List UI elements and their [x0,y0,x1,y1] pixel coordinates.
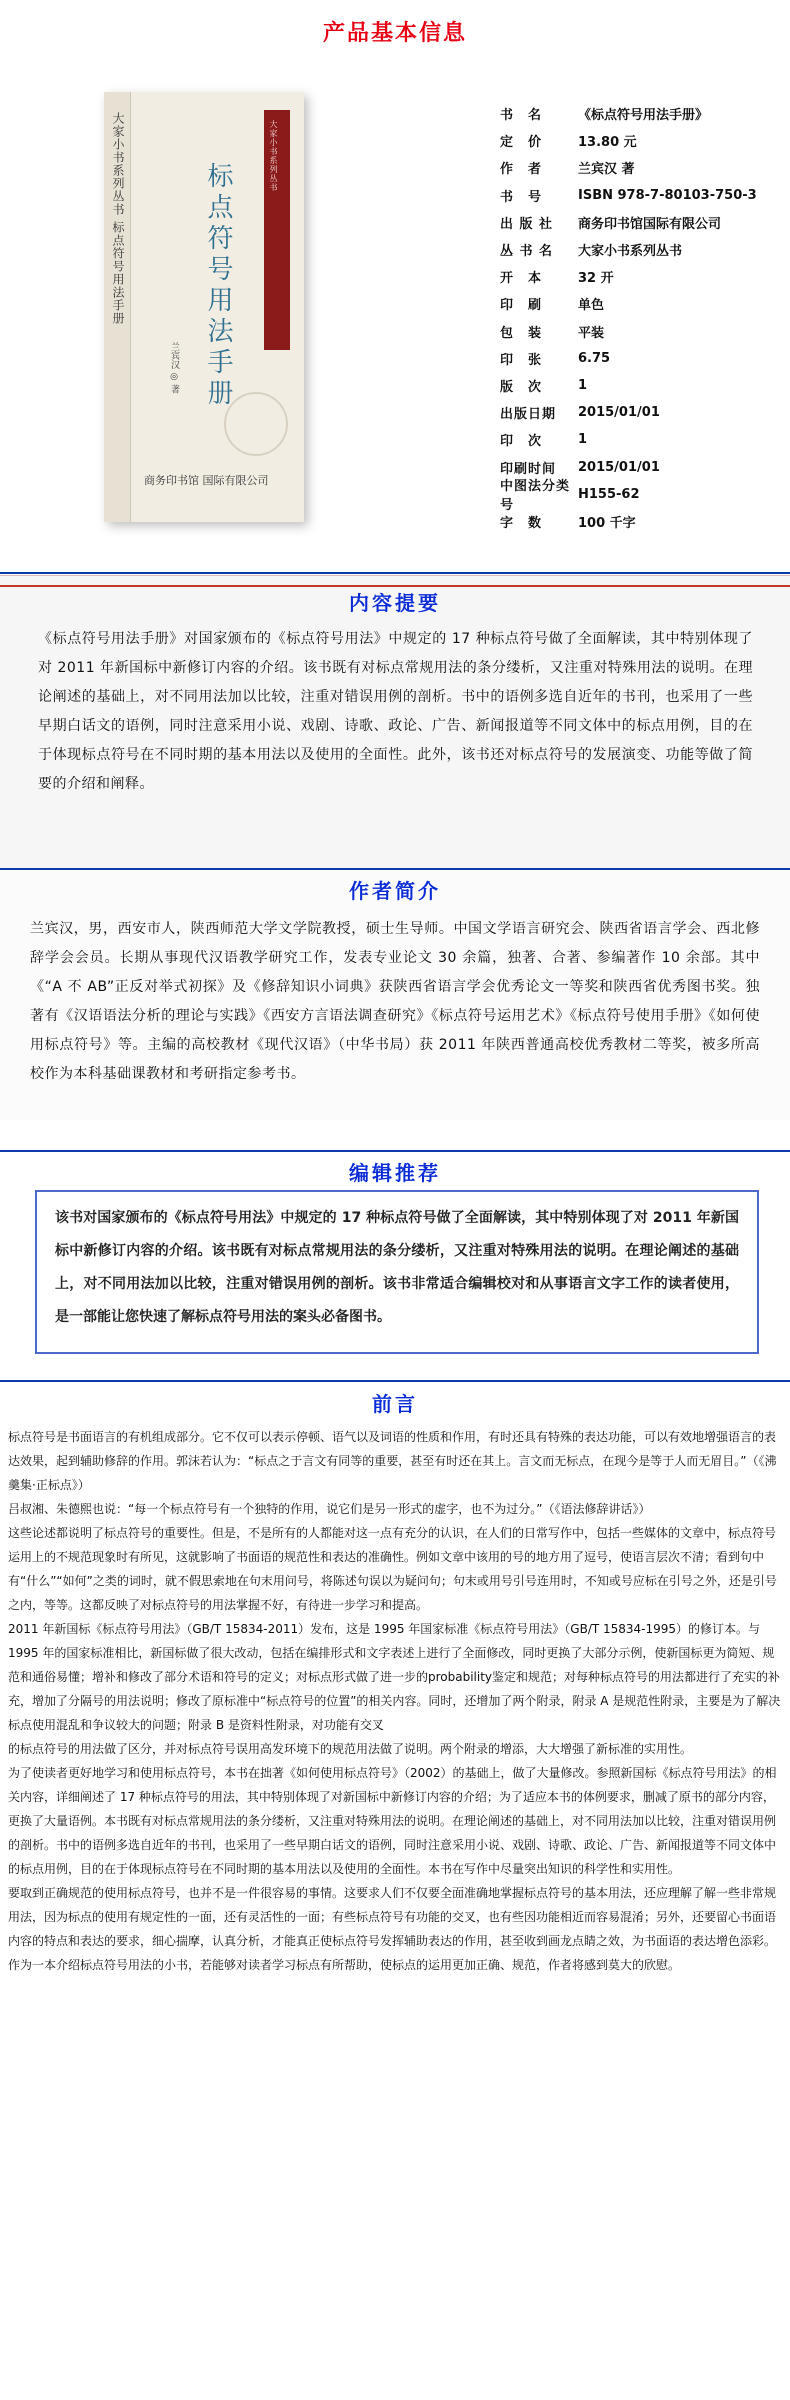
divider [0,868,790,870]
info-row [500,100,780,127]
preface-paragraph: 为了使读者更好地学习和使用标点符号，本书在拙著《如何使用标点符号》（2002）的基础上，做了大量修改。参照新国标《标点符号用法》的相关内容，详细阐述了 17 种标点符号的用法，其中特别体现了对新国标中新修订内容的介绍；为了适应本书的体例要求，删减了原书的部分内容，更换了大量语例。本书既有对标点常规用法的条分缕析，又注重对特殊用法的说明。在理论阐述的基础上，对不同用法加以比较，注重对错误用例的剖析。书中的语例多选自近年的书刊，也采用了一些早期白话文的语例，同时注意采用小说、戏剧、诗歌、政论、广告、新闻报道等不同文体中的标点用例，目的在于体现标点符号在不同时期的基本用法以及使用的全面性。本书在写作中尽量突出知识的科学性和实用性。 [8,1766,777,1876]
divider [0,1380,790,1382]
info-label: 出版日期 [500,407,557,423]
info-row [500,236,780,263]
page-title: 产品基本信息 [322,21,467,46]
info-label: 印刷时间 [500,461,557,477]
info-value: H155-62 [578,486,640,502]
info-row [500,426,780,453]
info-value: 100 千字 [578,515,636,531]
divider [0,1150,790,1152]
book-info-list [500,100,780,535]
info-label: 包 装 [500,325,543,341]
info-value: 单色 [578,298,605,314]
info-label: 书 号 [500,189,543,205]
book-spine [104,92,131,522]
info-value: 2015/01/01 [578,405,660,421]
preface-paragraph: 2011 年新国标《标点符号用法》（GB/T 15834-2011）发布，这是 1995 年国家标准《标点符号用法》（GB/T 15834-1995）的修订本。与 1995 年的国家标准相比，新国标做了很大改动，包括在编排形式和文字表述上进行了全面修改，同时更换了大部分示例，使新国标更为简短、规范和通俗易懂；增补和修改了部分术语和符号的定义；对标点形式做了进一步的probability鉴定和规范；对每种标点符号的用法都进行了充实的补充，增加了分隔号的用法说明；修改了原标准中“标点符号的位置”的相关内容。同时，还增加了两个附录，附录 A 是规范性附录，主要是为了解决标点使用混乱和争议较大的问题；附录 B 是资料性附录，对功能有交叉 [8,1622,781,1732]
info-value: 13.80 元 [578,135,637,151]
info-label: 丛 书 名 [500,244,554,260]
info-row [500,399,780,426]
info-value: ISBN 978-7-80103-750-3 [578,187,757,203]
cover-author: 兰宾汉 ◎ 著 [169,342,179,394]
info-label: 定 价 [500,135,543,151]
spine-text: 大家小书系列丛书 标点符号用法手册 [111,112,125,325]
info-label: 中图法分类号 [500,479,571,514]
info-label: 出 版 社 [500,216,554,232]
preface-paragraph: 的标点符号的用法做了区分，并对标点符号误用高发环境下的规范用法做了说明。两个附录的增添，大大增强了新标准的实用性。 [8,1742,693,1756]
info-value: 平装 [578,325,605,341]
info-value: 1 [578,377,588,393]
info-row [500,372,780,399]
preface-body [8,1425,782,1977]
info-row [500,345,780,372]
info-label: 印 次 [500,434,543,450]
info-row [500,479,780,514]
info-row [500,263,780,290]
preface-paragraph: 标点符号是书面语言的有机组成部分。它不仅可以表示停顿、语气以及词语的性质和作用，有时还具有特殊的表达功能，可以有效地增强语言的表达效果，起到辅助修辞的作用。郭沫若认为：“标点之于言文有同等的重要，甚至有时还在其上。言文而无标点，在现今是等于人而无眉目。”（《沸羹集·正标点》） [8,1430,777,1492]
editor-box [35,1190,759,1354]
preface-title: 前言 [372,1392,418,1416]
cover-decoration [224,392,288,456]
cover-title: 标点符号用法手册 [203,162,233,410]
info-row [500,182,780,209]
summary-text: 《标点符号用法手册》对国家颁布的《标点符号用法》中规定的 17 种标点符号做了全面解读，其中特别体现了对 2011 年新国标中新修订内容的介绍。该书既有对标点常规用法的条分缕析，又注重对特殊用法的说明。在理论阐述的基础上，对不同用法加以比较，注重对错误用例的剖析。书中的语例多选自近年的书刊，也采用了一些早期白话文的语例，同时注意采用小说、戏剧、诗歌、政论、广告、新闻报道等不同文体中的标点用例，目的在于体现标点符号在不同时期的基本用法以及使用的全面性。此外，该书还对标点符号的发展演变、功能等做了简要的介绍和阐释。 [38,631,753,792]
cover-series: 大家小书系列丛书 [269,120,278,192]
info-value: 大家小书系列丛书 [578,244,683,260]
info-row [500,154,780,181]
info-label: 印 刷 [500,298,543,314]
editor-title: 编辑推荐 [349,1161,441,1185]
info-label: 版 次 [500,379,543,395]
info-label: 作 者 [500,162,543,178]
info-row [500,508,780,535]
info-value: 《标点符号用法手册》 [578,108,709,124]
info-value: 32 开 [578,271,614,287]
info-value: 商务印书馆国际有限公司 [578,216,722,232]
info-row [500,127,780,154]
info-value: 兰宾汉 著 [578,162,635,178]
editor-text: 该书对国家颁布的《标点符号用法》中规定的 17 种标点符号做了全面解读，其中特别体现了对 2011 年新国标中新修订内容的介绍。该书既有对标点常规用法的条分缕析，又注重对特殊用法的说明。在理论阐述的基础上，对不同用法加以比较，注重对错误用例的剖析。该书非常适合编辑校对和从事语言文字工作的读者使用，是一部能让您快速了解标点符号用法的案头必备图书。 [55,1210,739,1325]
info-row [500,209,780,236]
info-label: 字 数 [500,515,543,531]
info-row [500,290,780,317]
info-label: 印 张 [500,352,543,368]
cover-publisher: 商务印书馆 国际有限公司 [144,474,269,487]
preface-paragraph: 这些论述都说明了标点符号的重要性。但是，不是所有的人都能对这一点有充分的认识，在人们的日常写作中，包括一些媒体的文章中，标点符号运用上的不规范现象时有所见，这就影响了书面语的规范性和表达的准确性。例如文章中该用的号的地方用了逗号，使语言层次不清；看到句中有“什么”“如何”之类的词时，就不假思索地在句末用问号，将陈述句误以为疑问句；句末或用号引号连用时，不知或号应标在引号之外，还是引号之内，等等。这都反映了对标点符号的用法掌握不好，有待进一步学习和提高。 [8,1526,777,1612]
info-value: 2015/01/01 [578,459,660,475]
preface-paragraph: 要取到正确规范的使用标点符号，也并不是一件很容易的事情。这要求人们不仅要全面准确地掌握标点符号的基本用法，还应理解了解一些非常规用法，因为标点的使用有规定性的一面，还有灵活性的一面；有些标点符号有功能的交叉，也有些因功能相近而容易混淆；另外，还要留心书面语内容的特点和表达的要求，细心揣摩，认真分析，才能真正使标点符号发挥辅助表达的作用，甚至收到画龙点睛之效，为书面语的表达增色添彩。作为一本介绍标点符号用法的小书，若能够对读者学习标点有所帮助，使标点的运用更加正确、规范，作者将感到莫大的欣慰。 [8,1886,777,1972]
info-row [500,318,780,345]
summary-title: 内容提要 [0,585,790,616]
info-label: 书 名 [500,108,543,124]
author-text: 兰宾汉，男，西安市人，陕西师范大学文学院教授，硕士生导师。中国文学语言研究会、陕西省语言学会、西北修辞学会会员。长期从事现代汉语教学研究工作，发表专业论文 30 余篇，独著、合著、参编著作 10 余部。其中《“A 不 AB”正反对举式初探》及《修辞知识小词典》获陕西省语言学会优秀论文一等奖和陕西省优秀图书奖。独著有《汉语语法分析的理论与实践》《西安方言语法调查研究》《标点符号运用艺术》《标点符号使用手册》《如何使用标点符号》等。主编的高校教材《现代汉语》（中华书局）获 2011 年陕西普通高校优秀教材二等奖，被多所高校作为本科基础课教材和考研指定参考书。 [30,921,760,1082]
book-cover-image [104,92,304,522]
preface-paragraph: 吕叔湘、朱德熙也说：“每一个标点符号有一个独特的作用，说它们是另一形式的虚字，也不为过分。”（《语法修辞讲话》） [8,1502,651,1516]
author-title: 作者简介 [349,879,441,903]
info-value: 6.75 [578,350,611,366]
info-label: 开 本 [500,271,543,287]
divider [0,572,790,574]
info-value: 1 [578,432,588,448]
